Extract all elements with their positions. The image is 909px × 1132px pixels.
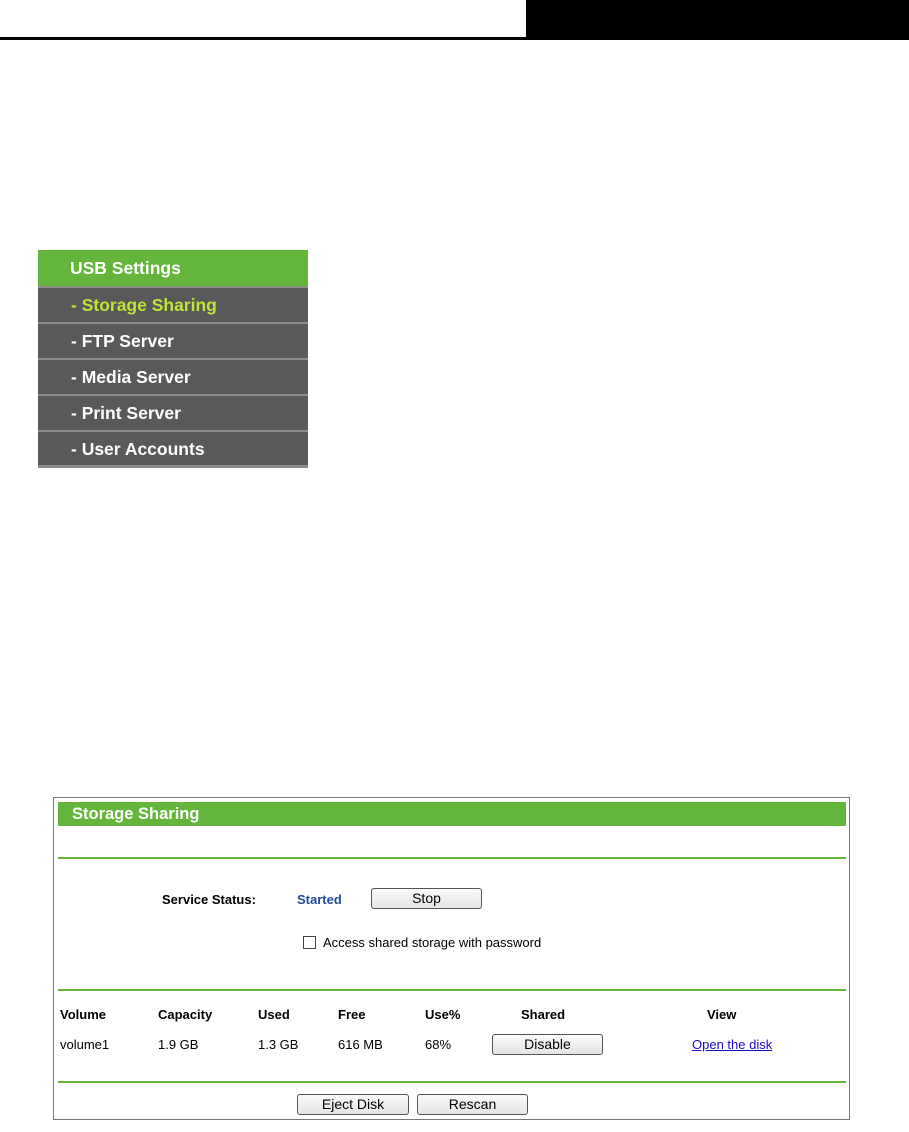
divider — [58, 1081, 846, 1083]
cell-use-percent: 68% — [425, 1037, 452, 1052]
column-header-capacity: Capacity — [158, 1007, 213, 1022]
column-header-shared: Shared — [521, 1007, 566, 1022]
password-checkbox-label: Access shared storage with password — [323, 935, 542, 950]
cell-free: 616 MB — [338, 1037, 383, 1052]
cell-volume: volume1 — [60, 1037, 110, 1052]
column-header-use-percent: Use% — [425, 1007, 461, 1022]
panel-title: Storage Sharing — [58, 802, 846, 826]
password-checkbox[interactable] — [303, 936, 316, 949]
service-status-label: Service Status: — [162, 892, 256, 907]
service-status-value: Started — [297, 892, 342, 907]
menu-item-print-server[interactable]: - Print Server — [38, 394, 308, 430]
open-disk-link[interactable]: Open the disk — [692, 1037, 773, 1052]
cell-capacity: 1.9 GB — [158, 1037, 199, 1052]
menu-item-user-accounts[interactable]: - User Accounts — [38, 430, 308, 468]
header-block — [526, 0, 909, 40]
menu-item-storage-sharing[interactable]: - Storage Sharing — [38, 286, 308, 322]
disable-share-button[interactable]: Disable — [492, 1034, 603, 1055]
column-header-view: View — [707, 1007, 737, 1022]
column-header-free: Free — [338, 1007, 366, 1022]
rescan-button[interactable]: Rescan — [417, 1094, 528, 1115]
divider — [58, 857, 846, 859]
column-header-used: Used — [258, 1007, 290, 1022]
eject-disk-button[interactable]: Eject Disk — [297, 1094, 409, 1115]
divider — [58, 989, 846, 991]
menu-item-media-server[interactable]: - Media Server — [38, 358, 308, 394]
menu-header: USB Settings — [38, 250, 308, 286]
usb-settings-menu — [38, 250, 308, 468]
cell-used: 1.3 GB — [258, 1037, 299, 1052]
stop-button[interactable]: Stop — [371, 888, 482, 909]
column-header-volume: Volume — [60, 1007, 106, 1022]
menu-item-ftp-server[interactable]: - FTP Server — [38, 322, 308, 358]
storage-sharing-panel — [53, 797, 850, 1120]
